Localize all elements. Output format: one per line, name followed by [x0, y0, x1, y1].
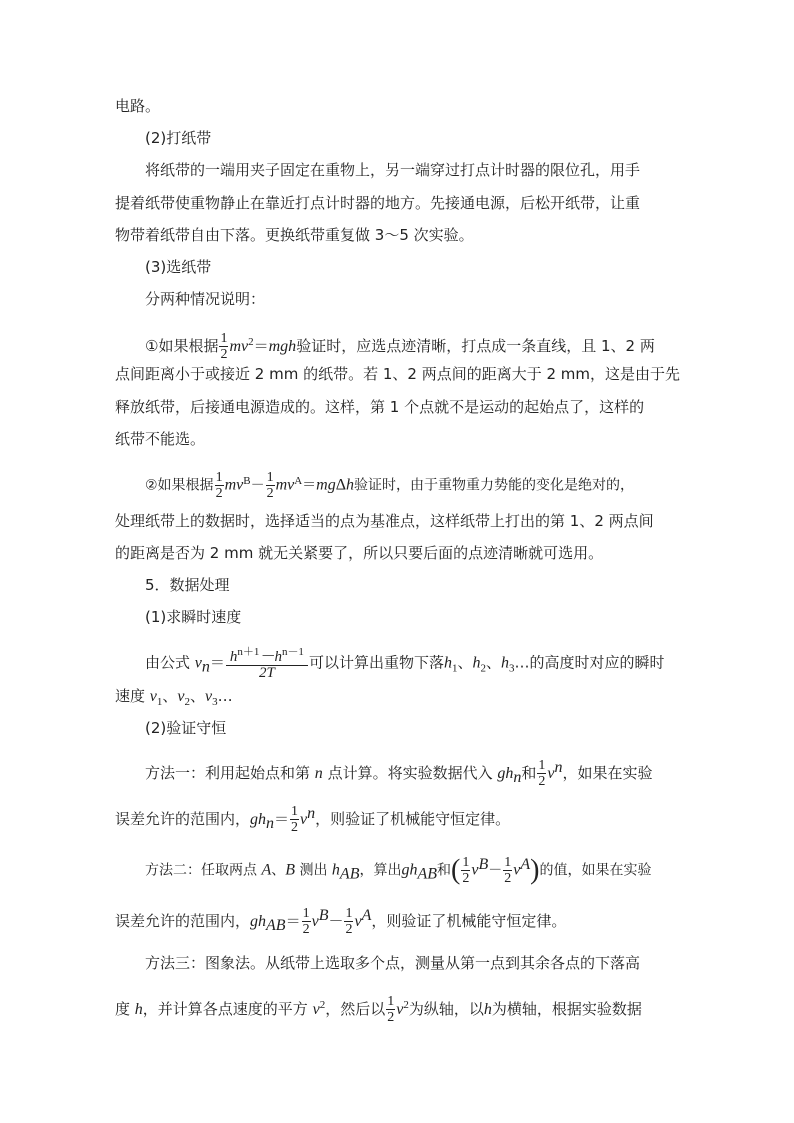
fraction: $\frac{1}{2}$ [215, 470, 223, 501]
formula-line: ②如果根据 $\frac{1}{2}$ $mv^B-$ $\frac{1}{2}$ $mv^A=mg\Delta h$验证时，由于重物重力势能的变化是绝对的， [145, 470, 635, 501]
fraction: $\frac{1}{2}$ [302, 906, 310, 937]
text-line: 分两种情况说明： [145, 290, 266, 308]
fraction: $\frac{1}{2}$ [345, 906, 353, 937]
fraction: $\frac{1}{2}$ [266, 470, 274, 501]
section-heading: (3)选纸带 [145, 258, 212, 276]
fraction: $\frac{1}{2}$ [538, 758, 546, 789]
formula-line: 方法一：利用起始点和第 n 点计算。将实验数据代入 $gh_n$和 $\frac{1}{2}$ $v^n$，如果在实验 [145, 758, 653, 789]
formula-line: 误差允许的范围内，$gh_n=$ $\frac{1}{2}$ $v^n$，则验证了机械能守恒定律。 [115, 804, 511, 835]
text-line: 处理纸带上的数据时，选择适当的点为基准点，这样纸带上打出的第 1、2 两点间 [115, 512, 654, 530]
fraction: $\frac{1}{2}$ [462, 855, 470, 887]
fraction: $\frac{1}{2}$ [504, 855, 512, 887]
text-line: 速度 $v_1$、$v_2$、$v_3\dots$ [115, 687, 233, 708]
text-line: 的距离是否为 2 mm 就无关紧要了，所以只要后面的点迹清晰就可选用。 [115, 544, 604, 562]
formula-line: 由公式 $v_n=$ $\frac{h^{n+1}-h^{n-1}}{2T}$ 可以计算出重物下落$h_1$、$h_2$、$h_3\dots$的高度时对应的瞬时 [145, 646, 665, 681]
fraction: $\frac{1}{2}$ [220, 331, 228, 362]
text-line: 方法三：图象法。从纸带上选取多个点，测量从第一点到其余各点的下落高 [145, 954, 641, 972]
section-heading: (2)验证守恒 [145, 719, 227, 737]
fraction: $\frac{1}{2}$ [291, 804, 299, 835]
text-line: 提着纸带使重物静止在靠近打点计时器的地方。先接通电源，后松开纸带，让重 [115, 194, 641, 212]
section-heading: (2)打纸带 [145, 129, 212, 147]
fraction: $\frac{h^{n+1}-h^{n-1}}{2T}$ [226, 645, 308, 681]
formula-line: 误差允许的范围内，$gh_{AB}=$ $\frac{1}{2}$ $v^B-$ $\frac{1}{2}$ $v^A$，则验证了机械能守恒定律。 [115, 906, 567, 937]
text-line: 将纸带的一端用夹子固定在重物上，另一端穿过打点计时器的限位孔，用手 [145, 161, 641, 179]
text-line: 物带着纸带自由下落。更换纸带重复做 3～5 次实验。 [115, 226, 474, 244]
formula-line: 度 h，并计算各点速度的平方 $v^2$，然后以 $\frac{1}{2}$ $v^2$为纵轴，以h为横轴，根据实验数据 [115, 994, 642, 1025]
text-line: 释放纸带，后接通电源造成的。这样，第 1 个点就不是运动的起始点了，这样的 [115, 398, 645, 416]
text-line: 纸带不能选。 [115, 430, 206, 448]
fraction: $\frac{1}{2}$ [387, 994, 395, 1025]
formula-line: 方法二：任取两点 A、B 测出 $h_{AB}$，算出$gh_{AB}$和( $\frac{1}{2}$ $v^B-$ $\frac{1}{2}$ $v^A$)的值，如果在实验 [145, 854, 652, 887]
text-line: 电路。 [115, 97, 161, 115]
formula-line: ①如果根据 $\frac{1}{2}$ $mv^2=mgh$验证时，应选点迹清晰，打点成一条直线，且 1、2 两 [145, 331, 655, 362]
section-heading: 5．数据处理 [145, 576, 230, 594]
text-line: 点间距离小于或接近 2 mm 的纸带。若 1、2 两点间的距离大于 2 mm，这是由于先 [115, 365, 681, 383]
section-heading: (1)求瞬时速度 [145, 608, 242, 626]
